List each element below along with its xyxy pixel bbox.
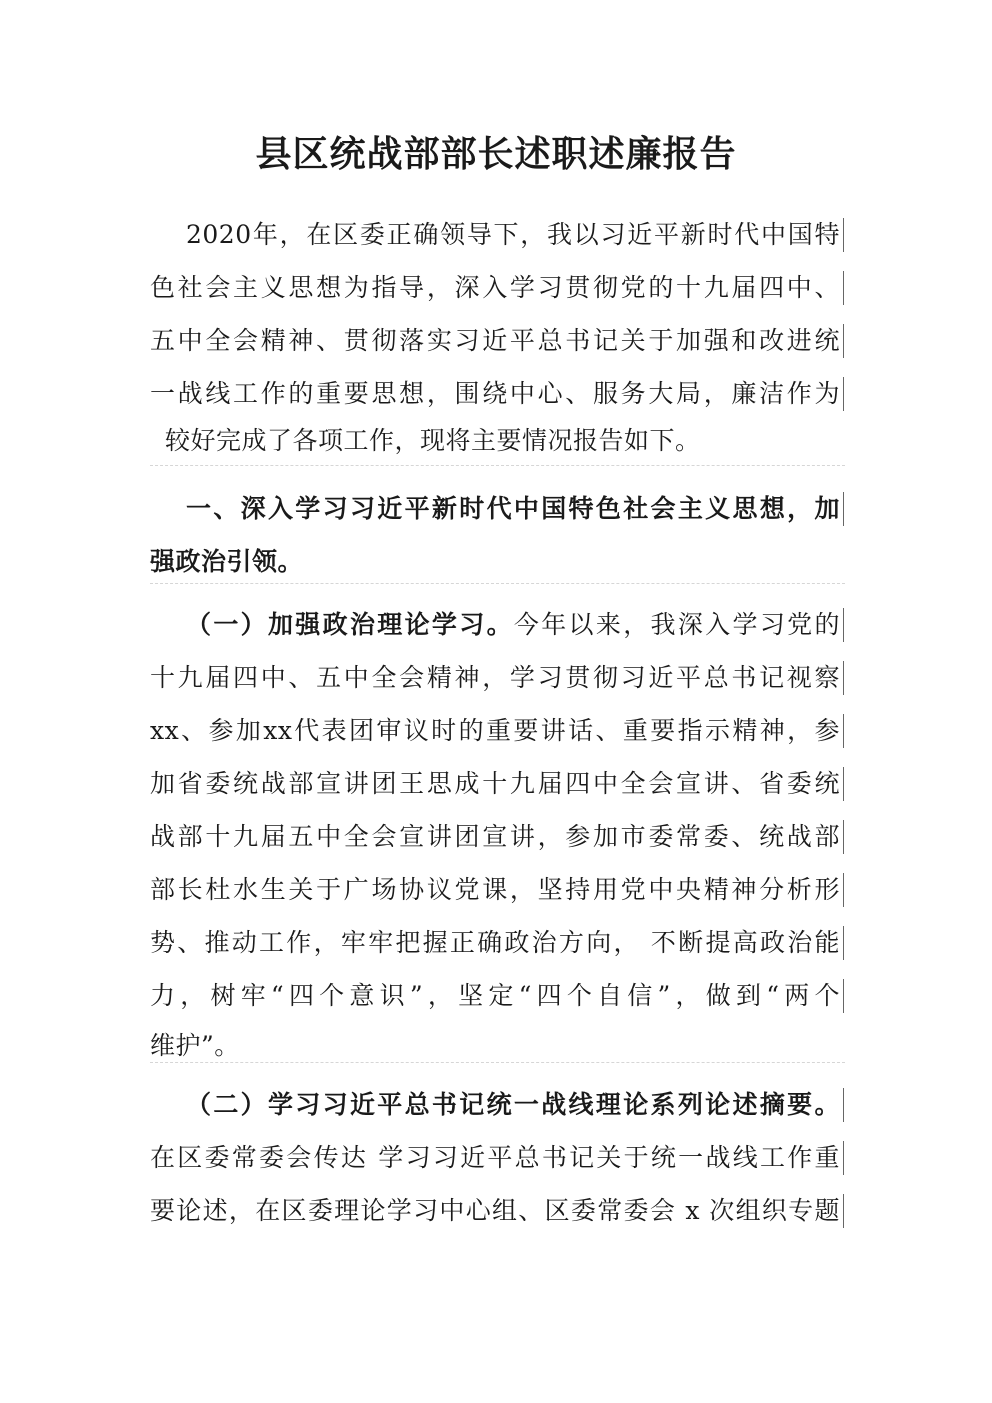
intro-line: 五中全会精神、贯彻落实习近平总书记关于加强和改进统 [150, 326, 840, 355]
body-line: 在区委常委会传达 学习习近平总书记关于统一战线工作重 [150, 1143, 840, 1172]
body-line: 十九届四中、五中全会精神，学习贯彻习近平总书记视察 [150, 663, 840, 692]
body-line: 要论述，在区委理论学习中心组、区委常委会 x 次组织专题 [150, 1196, 840, 1225]
line-margin-mark [843, 608, 844, 642]
subsection-lead: （一）加强政治理论学习。 [186, 610, 514, 639]
intro-line: 较好完成了各项工作，现将主要情况报告如下。 [165, 426, 701, 455]
line-margin-mark [843, 377, 844, 411]
line-margin-mark [843, 1141, 844, 1175]
line-margin-mark [843, 492, 844, 526]
subsection-line-rest: 今年以来，我深入学习党的 [513, 610, 840, 639]
line-margin-mark [843, 820, 844, 854]
line-margin-mark [843, 714, 844, 748]
body-line: 势、推动工作，牢牢把握正确政治方向， 不断提高政治能 [150, 928, 840, 957]
body-line: xx、参加xx代表团审议时的重要讲话、重要指示精神，参 [150, 716, 840, 745]
body-line: 力，树牢“四个意识”，坚定“四个自信”，做到“两个 [150, 981, 840, 1010]
paragraph-divider [150, 1062, 845, 1063]
line-margin-mark [843, 979, 844, 1013]
line-margin-mark [843, 873, 844, 907]
line-margin-mark [843, 1088, 844, 1122]
body-line: 战部十九届五中全会宣讲团宣讲，参加市委常委、统战部 [150, 822, 840, 851]
paragraph-divider [150, 465, 845, 466]
body-line: 维护”。 [150, 1031, 240, 1060]
body-line: 加省委统战部宣讲团王思成十九届四中全会宣讲、省委统 [150, 769, 840, 798]
line-margin-mark [843, 661, 844, 695]
line-margin-mark [843, 926, 844, 960]
line-margin-mark [843, 271, 844, 305]
line-margin-mark [843, 767, 844, 801]
line-margin-mark [843, 218, 844, 252]
intro-line: 色社会主义思想为指导，深入学习贯彻党的十九届四中、 [150, 273, 840, 302]
intro-line: 一战线工作的重要思想，围绕中心、服务大局，廉洁作为 [150, 379, 840, 408]
intro-line: 2020年，在区委正确领导下，我以习近平新时代中国特 [186, 220, 840, 249]
line-margin-mark [843, 1194, 844, 1228]
document-title: 县区统战部部长述职述廉报告 [255, 133, 737, 175]
paragraph-divider [150, 583, 845, 584]
section-heading-line: 强政治引领。 [150, 547, 304, 576]
section-heading-line: 一、深入学习习近平新时代中国特色社会主义思想，加 [186, 494, 840, 523]
subsection-first-line [150, 601, 840, 649]
body-line: 部长杜水生关于广场协议党课，坚持用党中央精神分析形 [150, 875, 840, 904]
subsection-heading: （二）学习习近平总书记统一战线理论系列论述摘要。 [186, 1090, 840, 1119]
line-margin-mark [843, 324, 844, 358]
